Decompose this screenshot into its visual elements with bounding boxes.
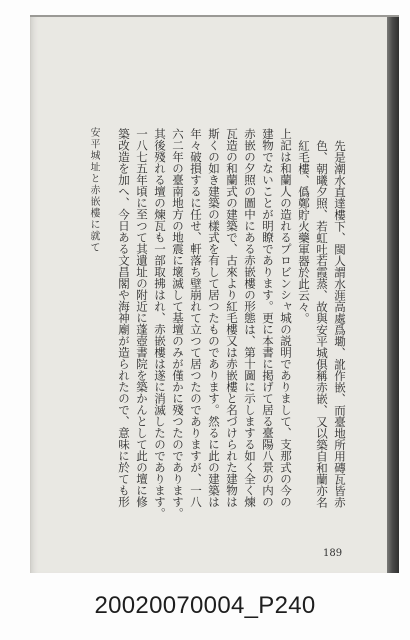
text-column: 其後殘れる壇の煉瓦も一部取拂はれ、赤嵌樓は遂に消滅したのであります。 (153, 128, 167, 519)
text-column: 築改造を加へ、今日ある文昌閣や海神廟が造られたので、意味に於ても形 (117, 128, 131, 508)
running-head: 安平城址と赤嵌樓に就て (88, 127, 99, 254)
page-number: 189 (323, 548, 343, 559)
text-column: 紅毛樓、僞鄭貯火藥軍器於此云々。 (297, 140, 311, 324)
text-column: 瓦造の和蘭式の建築で、古來より紅毛樓又は赤嵌樓と名づけられた建物は (225, 128, 239, 508)
text-column: 一八七五年頃に至つて其遺址の附近に蓬壺書院を築かんとして此の壇に修 (135, 128, 149, 508)
text-column: 上記は和蘭人の造れるプロビンシャ城の説明でありまして、支那式の今の (279, 128, 293, 508)
text-column: 建物でないことが明瞭であります。更に本書に掲げて居る臺陽八景の内の (261, 128, 275, 508)
text-column: 斯くの如き建築の樣式を有して居つたものであります。然るに此の建築は (207, 128, 221, 508)
book-binding (387, 17, 399, 573)
body-text (115, 128, 349, 528)
text-column: 六二年の臺南地方の地震に壞滅して基壇のみが僅かに殘つたのであります。 (171, 128, 185, 519)
text-column: 年々破損するに任せ、軒落ち壁崩れて立つて居つたのでありますが、一八 (189, 128, 203, 508)
text-column: 色、朝曦夕照、若虹吐若霞蒸、故與安平城俱稱赤嵌、又以築自和蘭亦名 (315, 140, 329, 508)
text-column: 赤嵌の夕照の圖中にある赤嵌樓の形態は、第十圖に示しまする如く全く煉 (243, 128, 257, 508)
image-caption: 20020070004_P240 (94, 592, 316, 619)
text-column: 先是潮水直達樓下、閩人謂水涯高處爲墈、訛作嵌、而臺地所用磚瓦皆赤 (333, 140, 347, 508)
